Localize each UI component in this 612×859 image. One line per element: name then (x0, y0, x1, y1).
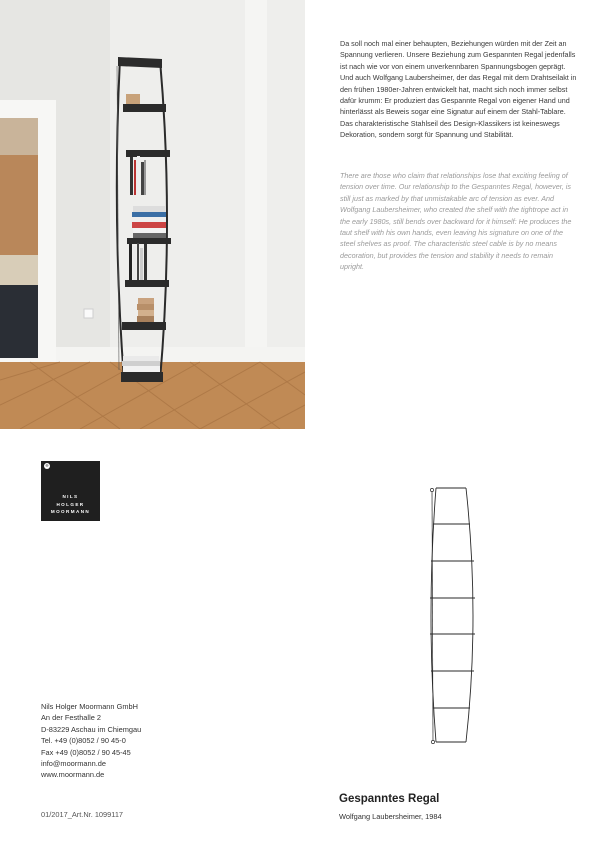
product-designer: Wolfgang Laubersheimer, 1984 (339, 812, 442, 821)
article-number: 01/2017_Art.Nr. 1099117 (41, 810, 124, 819)
brand-logo (41, 461, 100, 521)
logo-line-holger: HOLGER (56, 501, 85, 507)
intro-english-paragraph: There are those who claim that relationships lose that exciting feeling of tension over time. Our relationship to the Gespanntes Regal, however, is still just as marked by that unmistakable arc of tension as ever. And Wolfgang Laubersheimer, who created the shelf with the tightrope act in the early 1980s, still bends over backward for it himself: He produces the taut shelf with his own hands, even leaving his signature on one of the steel shelves as proof. The characteristic steel cable is by no means decoration, but provides the tension and stability it needs to remain upright. (340, 171, 572, 272)
logo-line-nils: NILS (62, 494, 79, 499)
address-street: An der Festhalle 2 (41, 713, 101, 723)
logo-line-moormann: MOORMANN (50, 509, 91, 515)
address-fax: Fax +49 (0)8052 / 90 45-45 (41, 747, 131, 757)
address-phone: Tel. +49 (0)8052 / 90 45-0 (41, 736, 126, 746)
intro-german-paragraph: Da soll noch mal einer behaupten, Beziehungen würden mit der Zeit an Spannung verlieren. Unsere Beziehung zum Gespannten Regal jedenfalls ist nach wie vor von einem unverkennbaren Spannungsbogen geprägt. Und auch Wolfgang Laubersheimer, der das Regal mit dem Drahtseilakt in den frühen 1980er-Jahren entwickelt hat, macht sich noch immer selbst dafür krumm: Er produziert das Gespannte Regal von eigener Hand und hinterlässt als Beweis sogar eine Signatur auf einem der Stahl-Tablare. Das charakteristische Stahlseil des Design-Klassikers ist keineswegs Dekoration, sondern sorgt für Spannung und Stabilität. (340, 39, 577, 140)
registered-mark: ® (45, 463, 49, 468)
logo-wordmark (41, 493, 100, 516)
product-photo (0, 0, 305, 429)
company-address (41, 701, 241, 781)
address-company-name: Nils Holger Moormann GmbH (41, 702, 138, 711)
address-website[interactable]: www.moormann.de (41, 770, 105, 780)
address-email[interactable]: info@moormann.de (41, 759, 107, 769)
address-city: D-83229 Aschau im Chiemgau (41, 724, 142, 734)
product-title: Gespanntes Regal (339, 793, 440, 805)
shelf-line-drawing (420, 484, 480, 749)
